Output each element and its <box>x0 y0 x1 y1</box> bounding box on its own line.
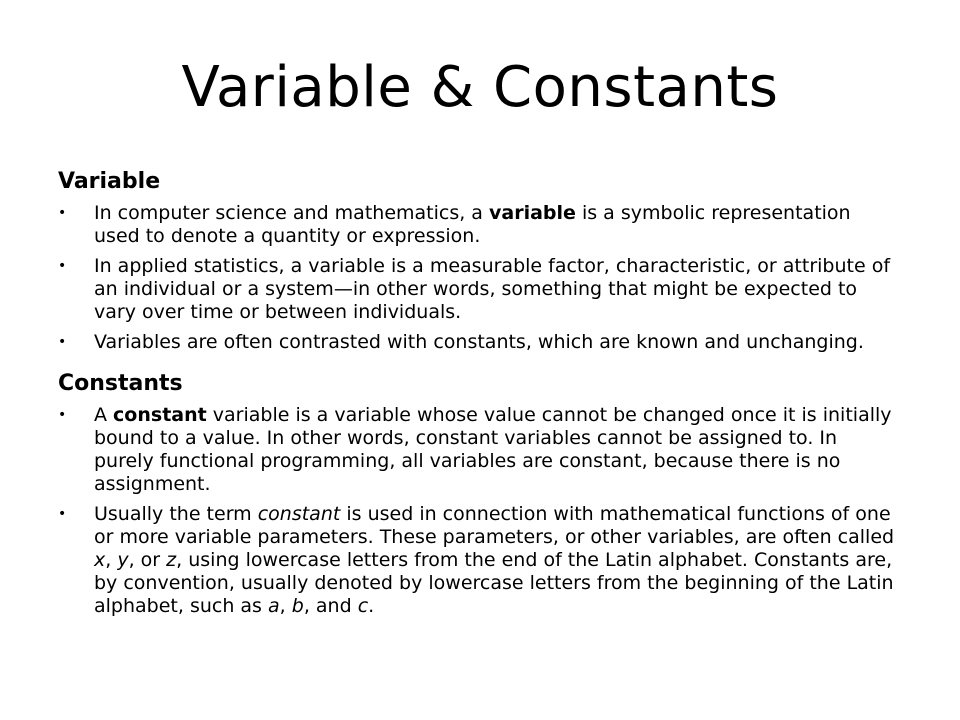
bullet-icon: • <box>58 205 67 221</box>
bullet-icon: • <box>58 258 67 274</box>
bullet-icon: • <box>58 506 67 522</box>
bullet-text: Usually the term constant is used in connection with mathematical functions of one or more variable parameters. These parameters, or other variables, are often called x, y, or z, using lowercase letters from the end of the Latin alphabet. Constants are, by convention, usually denoted by lowercase letters from the beginning of the Latin alphabet, such as a, b, and c. <box>94 503 895 617</box>
bullet-item <box>58 404 898 496</box>
bullet-item <box>58 503 898 618</box>
slide-title: Variable & Constants <box>181 55 779 120</box>
bullet-item <box>58 202 898 248</box>
section-heading: Constants <box>58 371 183 396</box>
bullet-icon: • <box>58 407 67 423</box>
bullet-text: In computer science and mathematics, a variable is a symbolic representation used to denote a quantity or expression. <box>94 202 851 247</box>
bullet-item <box>58 255 898 324</box>
section-constants <box>58 370 898 618</box>
slide-content <box>58 168 898 625</box>
section-variable <box>58 168 898 354</box>
bullet-list <box>58 404 898 618</box>
bullet-icon: • <box>58 334 67 350</box>
bullet-text: Variables are often contrasted with constants, which are known and unchanging. <box>94 331 864 353</box>
bullet-list <box>58 202 898 354</box>
bullet-text: A constant variable is a variable whose value cannot be changed once it is initially bound to a value. In other words, constant variables cannot be assigned to. In purely functional programming, all variables are constant, because there is no assignment. <box>94 404 892 495</box>
bullet-text: In applied statistics, a variable is a measurable factor, characteristic, or attribute of an individual or a system—in other words, something that might be expected to vary over time or between individuals. <box>94 255 891 323</box>
bullet-item <box>58 331 898 354</box>
section-heading: Variable <box>58 169 161 194</box>
